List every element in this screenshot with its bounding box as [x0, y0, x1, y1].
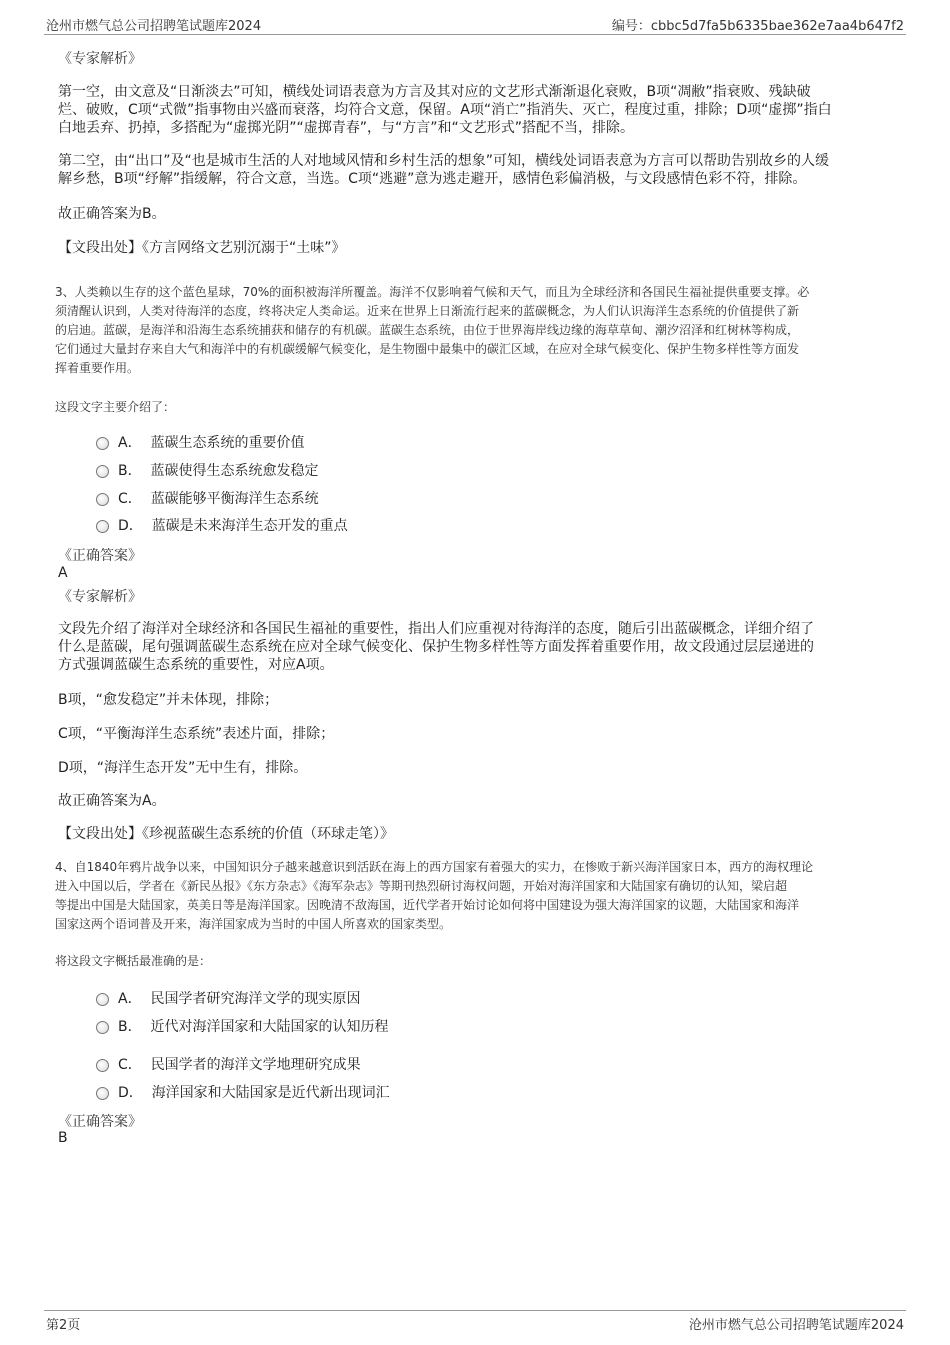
- correct-answer-label: 《正确答案》: [58, 548, 142, 564]
- question-3-prompt: 这段文字主要介绍了：: [55, 400, 176, 414]
- question-4-option-c[interactable]: C． 民国学者的海洋文学地理研究成果: [96, 1054, 361, 1076]
- expert-analysis-label: 《专家解析》: [58, 589, 142, 605]
- question-3-analysis-d: D项，“海洋生态开发”无中生有，排除。: [58, 760, 308, 776]
- question-3-option-a[interactable]: A． 蓝碳生态系统的重要价值: [96, 432, 304, 454]
- question-3-text: 3、人类赖以生存的这个蓝色星球，70%的面积被海洋所覆盖。海洋不仅影响着气候和天气，而且为全球经济和各国民生福祉提供重要支撑。必 须清醒认识到，人类对待海洋的态度，终将决定人类命运。近来在世界上日渐流行起来的蓝碳概念，为人们认识海洋生态系统的价值提供了新 的启迪。蓝碳，是海洋和沿海生态系统捕获和储存的有机碳。蓝碳生态系统，由位于世界海岸线边缘的海草草甸、潮汐沼泽和红树林等构成， 它们通过大量封存来自大气和海洋中的有机碳缓解气候变化，是生物圈中最集中的碳汇区域，在应对全球气候变化、保护生物多样性等方面发 挥着重要作用。: [55, 285, 810, 375]
- question-3-answer: A: [58, 565, 68, 581]
- question-3-conclusion: 故正确答案为A。: [58, 793, 166, 809]
- header-title: 沧州市燃气总公司招聘笔试题库2024: [46, 19, 262, 34]
- question-4-answer: B: [58, 1130, 68, 1146]
- page-header: [44, 12, 906, 35]
- radio-button-icon[interactable]: [96, 993, 109, 1006]
- analysis-paragraph-2: 第二空，由“出口”及“也是城市生活的人对地域风情和乡村生活的想象”可知，横线处词语表意为方言可以帮助告别故乡的人缓 解乡愁，B项“纾解”指缓解，符合文意，当选。C项“逃避”意为逃走避开，感情色彩偏消极，与文段感情色彩不符，排除。: [58, 153, 830, 187]
- question-3-source: 【文段出处】《珍视蓝碳生态系统的价值（环球走笔）》: [58, 826, 394, 842]
- question-3-analysis-b: B项，“愈发稳定”并未体现，排除；: [58, 692, 279, 708]
- page-footer: [44, 1310, 906, 1333]
- question-4-option-b[interactable]: B． 近代对海洋国家和大陆国家的认知历程: [96, 1016, 389, 1038]
- footer-title: 沧州市燃气总公司招聘笔试题库2024: [688, 1318, 904, 1333]
- radio-button-icon[interactable]: [96, 437, 109, 450]
- question-4-option-a[interactable]: A． 民国学者研究海洋文学的现实原因: [96, 988, 360, 1010]
- radio-button-icon[interactable]: [96, 520, 109, 533]
- question-4-option-d[interactable]: D． 海洋国家和大陆国家是近代新出现词汇: [96, 1082, 390, 1104]
- page-number: 第2页: [46, 1318, 81, 1333]
- question-3-analysis-c: C项，“平衡海洋生态系统”表述片面，排除；: [58, 726, 335, 742]
- question-3-option-d[interactable]: D． 蓝碳是未来海洋生态开发的重点: [96, 515, 348, 537]
- question-4-text: 4、自1840年鸦片战争以来，中国知识分子越来越意识到活跃在海上的西方国家有着强大的实力，在惨败于新兴海洋国家日本，西方的海权理论 进入中国以后，学者在《新民丛报》《东方杂志》《海军杂志》等期刊热烈研讨海权问题，开始对海洋国家和大陆国家有确切的认知，梁启超 等提出中国是大陆国家，英美日等是海洋国家。因晚清不敌海国，近代学者开始讨论如何将中国建设为强大海洋国家的议题，大陆国家和海洋 国家这两个语词普及开来，海洋国家成为当时的中国人所喜欢的国家类型。: [55, 860, 814, 931]
- radio-button-icon[interactable]: [96, 465, 109, 478]
- radio-button-icon[interactable]: [96, 1059, 109, 1072]
- analysis-paragraph-1: 第一空，由文意及“日渐淡去”可知，横线处词语表意为方言及其对应的文艺形式渐渐退化衰败，B项“凋敝”指衰败、残缺破 烂、破败，C项“式微”指事物由兴盛而衰落，均符合文意，保留。A项“消亡”指消失、灭亡，程度过重，排除；D项“虚掷”指白 白地丢弃、扔掉，多搭配为“虚掷光阴”“虚掷青春”，与“方言”和“文艺形式”搭配不当，排除。: [58, 84, 832, 136]
- radio-button-icon[interactable]: [96, 493, 109, 506]
- question-3-option-b[interactable]: B． 蓝碳使得生态系统愈发稳定: [96, 460, 319, 482]
- passage-source: 【文段出处】《方言网络文艺别沉溺于“土味”》: [58, 240, 346, 256]
- question-3-option-c[interactable]: C． 蓝碳能够平衡海洋生态系统: [96, 488, 319, 510]
- expert-analysis-label: 《专家解析》: [58, 51, 142, 67]
- analysis-conclusion: 故正确答案为B。: [58, 206, 166, 222]
- header-serial-number: 编号：cbbc5d7fa5b6335bae362e7aa4b647f2: [611, 19, 904, 34]
- correct-answer-label: 《正确答案》: [58, 1114, 142, 1130]
- radio-button-icon[interactable]: [96, 1021, 109, 1034]
- question-3-analysis: 文段先介绍了海洋对全球经济和各国民生福祉的重要性，指出人们应重视对待海洋的态度，随后引出蓝碳概念，详细介绍了 什么是蓝碳，尾句强调蓝碳生态系统在应对全球气候变化、保护生物多样性等方面发挥着重要作用，故文段通过层层递进的 方式强调蓝碳生态系统的重要性，对应A项。: [58, 621, 814, 673]
- question-4-prompt: 将这段文字概括最准确的是：: [55, 954, 212, 968]
- radio-button-icon[interactable]: [96, 1087, 109, 1100]
